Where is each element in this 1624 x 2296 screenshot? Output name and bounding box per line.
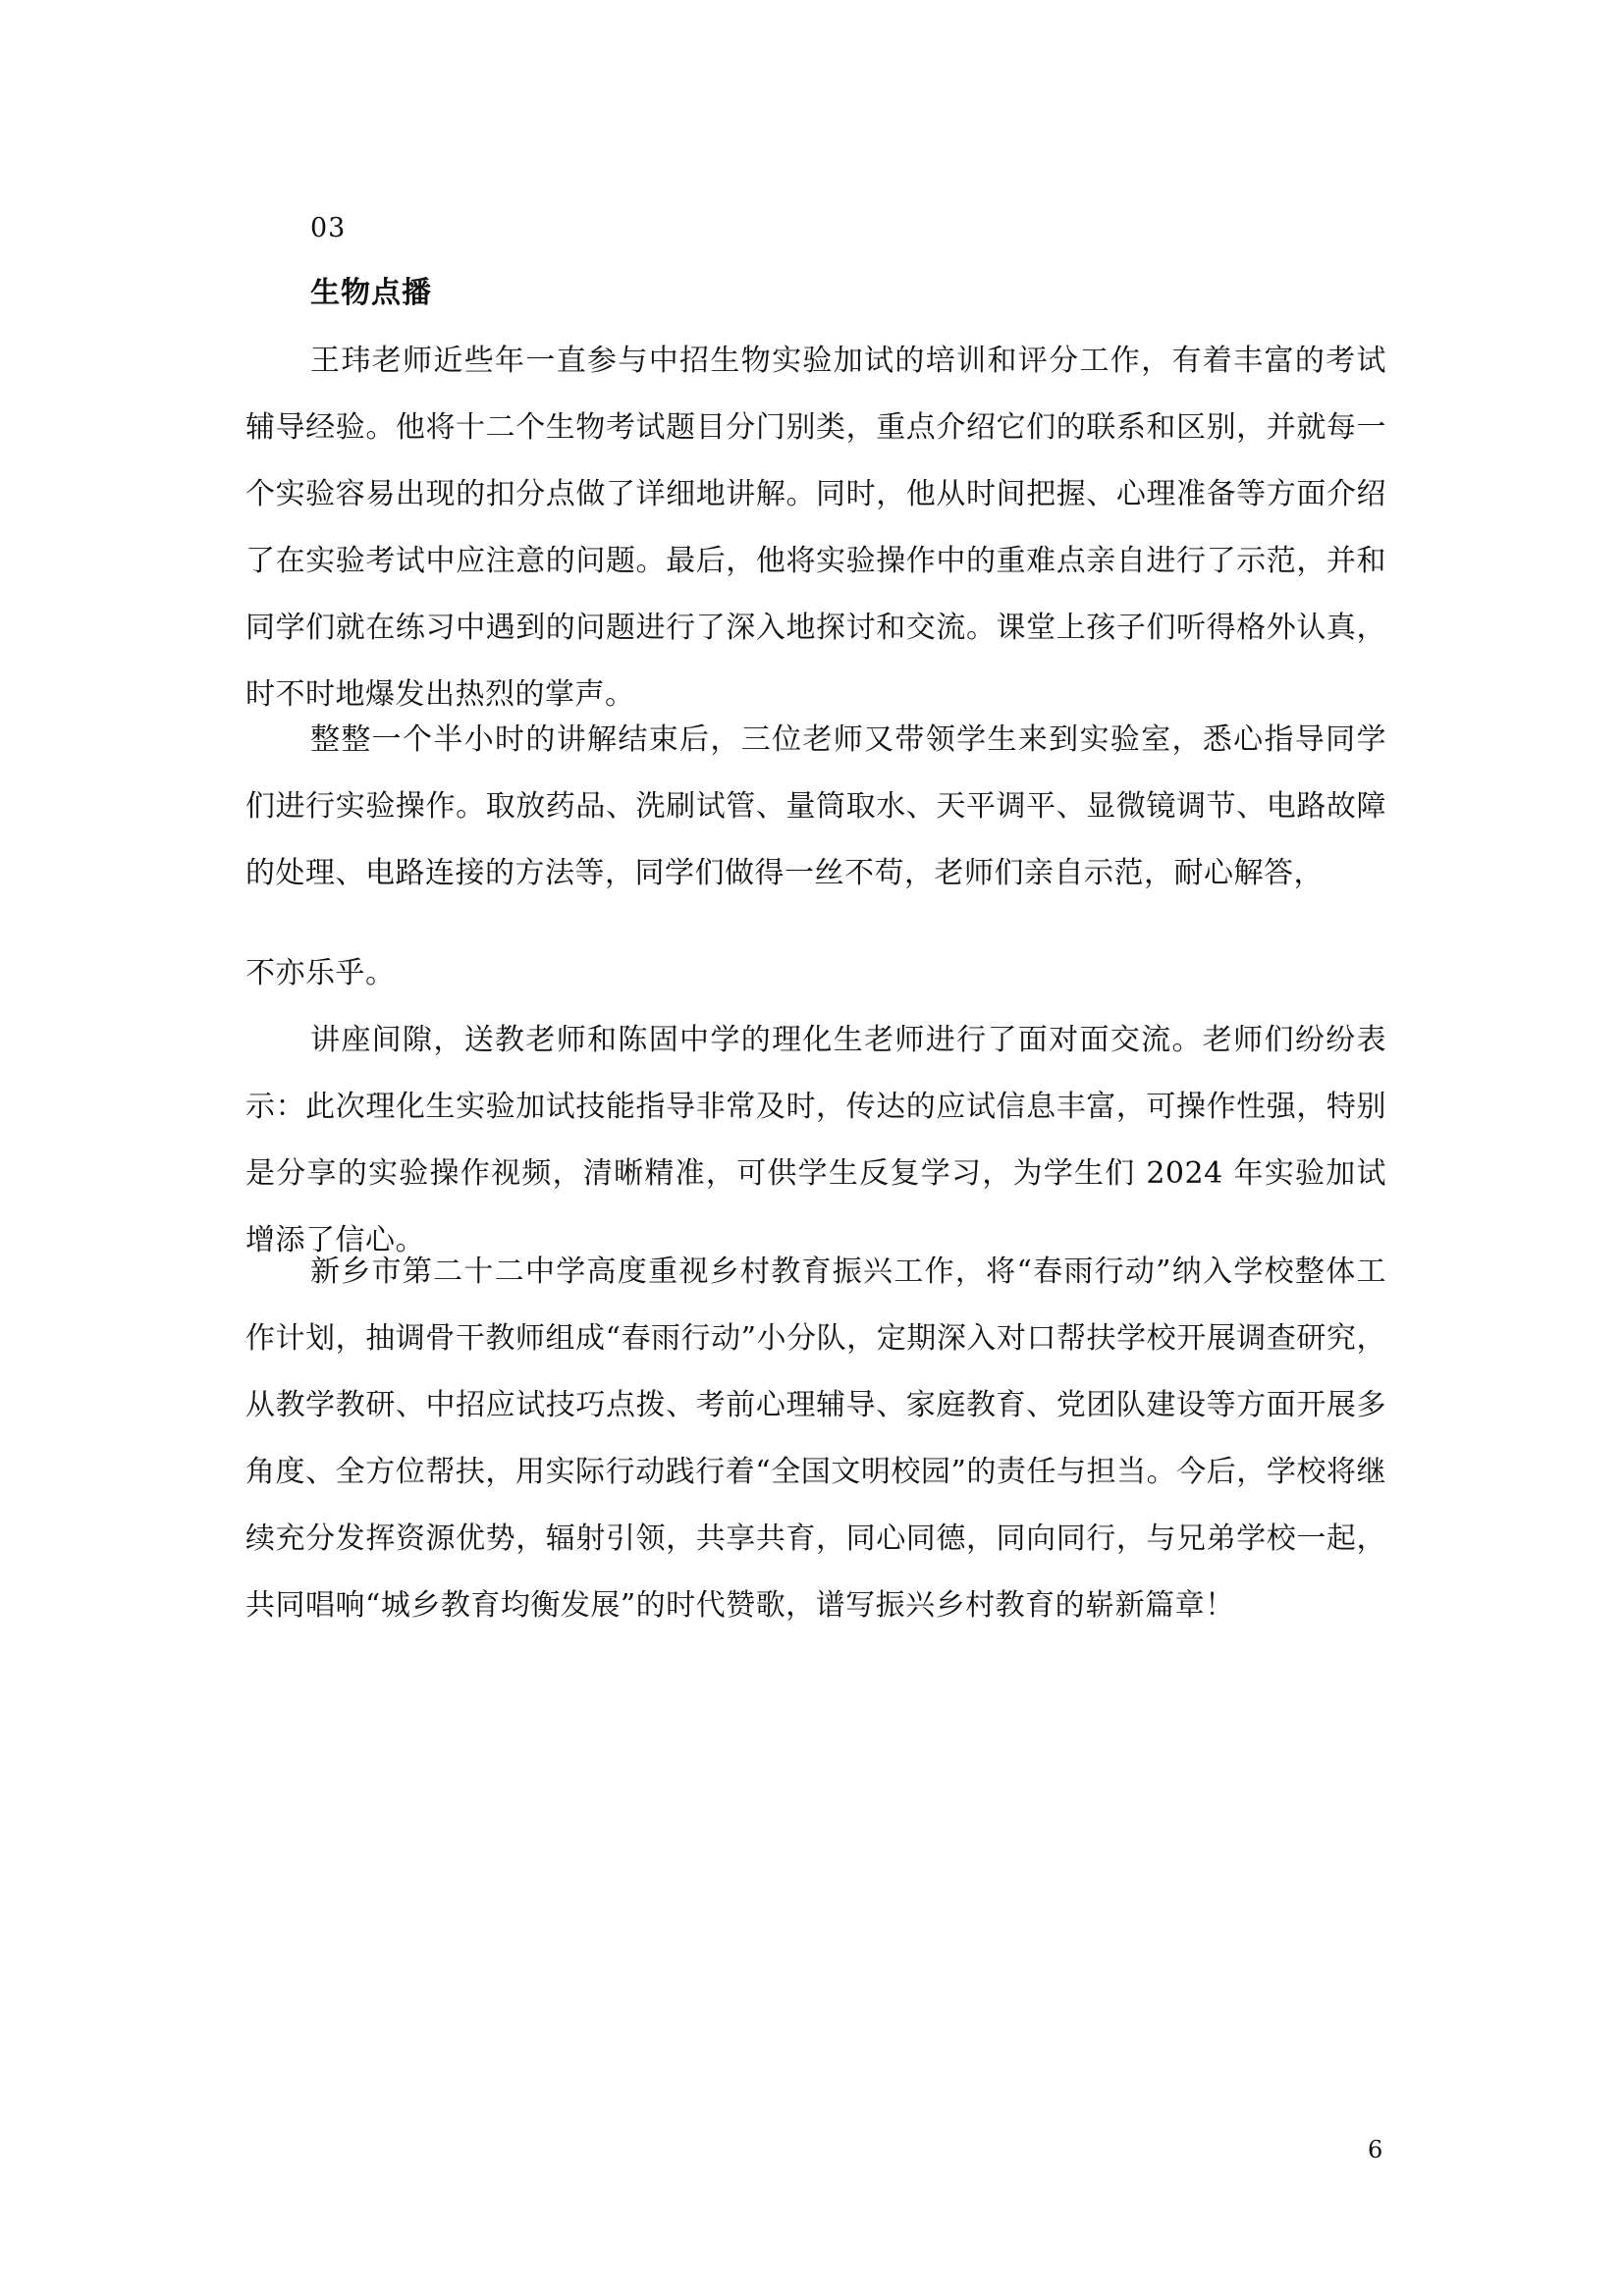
section-number: 03 xyxy=(310,213,347,243)
paragraph-block-4 xyxy=(245,1239,1386,1639)
body-paragraph: 王玮老师近些年一直参与中招生物实验加试的培训和评分工作，有着丰富的考试辅导经验。他将十二个生物考试题目分门别类，重点介绍它们的联系和区别，并就每一个实验容易出现的扣分点做了详细地讲解。同时，他从时间把握、心理准备等方面介绍了在实验考试中应注意的问题。最后，他将实验操作中的重难点亲自进行了示范，并和同学们就在练习中遇到的问题进行了深入地探讨和交流。课堂上孩子们听得格外认真，时不时地爆发出热烈的掌声。 xyxy=(245,344,1386,712)
body-paragraph: 整整一个半小时的讲解结束后，三位老师又带领学生来到实验室，悉心指导同学们进行实验操作。取放药品、洗刷试管、量筒取水、天平调平、显微镜调节、电路故障的处理、电路连接的方法等，同学们做得一丝不苟，老师们亲自示范，耐心解答， xyxy=(245,722,1386,890)
paragraph-block-3 xyxy=(245,1007,1386,1274)
paragraph-continuation: 不亦乐乎。 xyxy=(245,956,396,990)
body-paragraph: 讲座间隙，送教老师和陈固中学的理化生老师进行了面对面交流。老师们纷纷表示：此次理化生实验加试技能指导非常及时，传达的应试信息丰富，可操作性强，特别是分享的实验操作视频，清晰精准，可供学生反复学习，为学生们 2024 年实验加试增添了信心。 xyxy=(245,1023,1386,1257)
section-title: 生物点播 xyxy=(310,276,432,310)
paragraph-block-1 xyxy=(245,328,1386,728)
paragraph-block-2 xyxy=(245,707,1386,907)
body-paragraph: 新乡市第二十二中学高度重视乡村教育振兴工作，将“春雨行动”纳入学校整体工作计划，抽调骨干教师组成“春雨行动”小分队，定期深入对口帮扶学校开展调查研究，从教学教研、中招应试技巧点拨、考前心理辅导、家庭教育、党团队建设等方面开展多角度、全方位帮扶，用实际行动践行着“全国文明校园”的责任与担当。今后，学校将继续充分发挥资源优势，辐射引领，共享共育，同心同德，同向同行，与兄弟学校一起，共同唱响“城乡教育均衡发展”的时代赞歌，谱写振兴乡村教育的崭新篇章！ xyxy=(245,1255,1386,1623)
page-number: 6 xyxy=(1368,2136,1383,2163)
